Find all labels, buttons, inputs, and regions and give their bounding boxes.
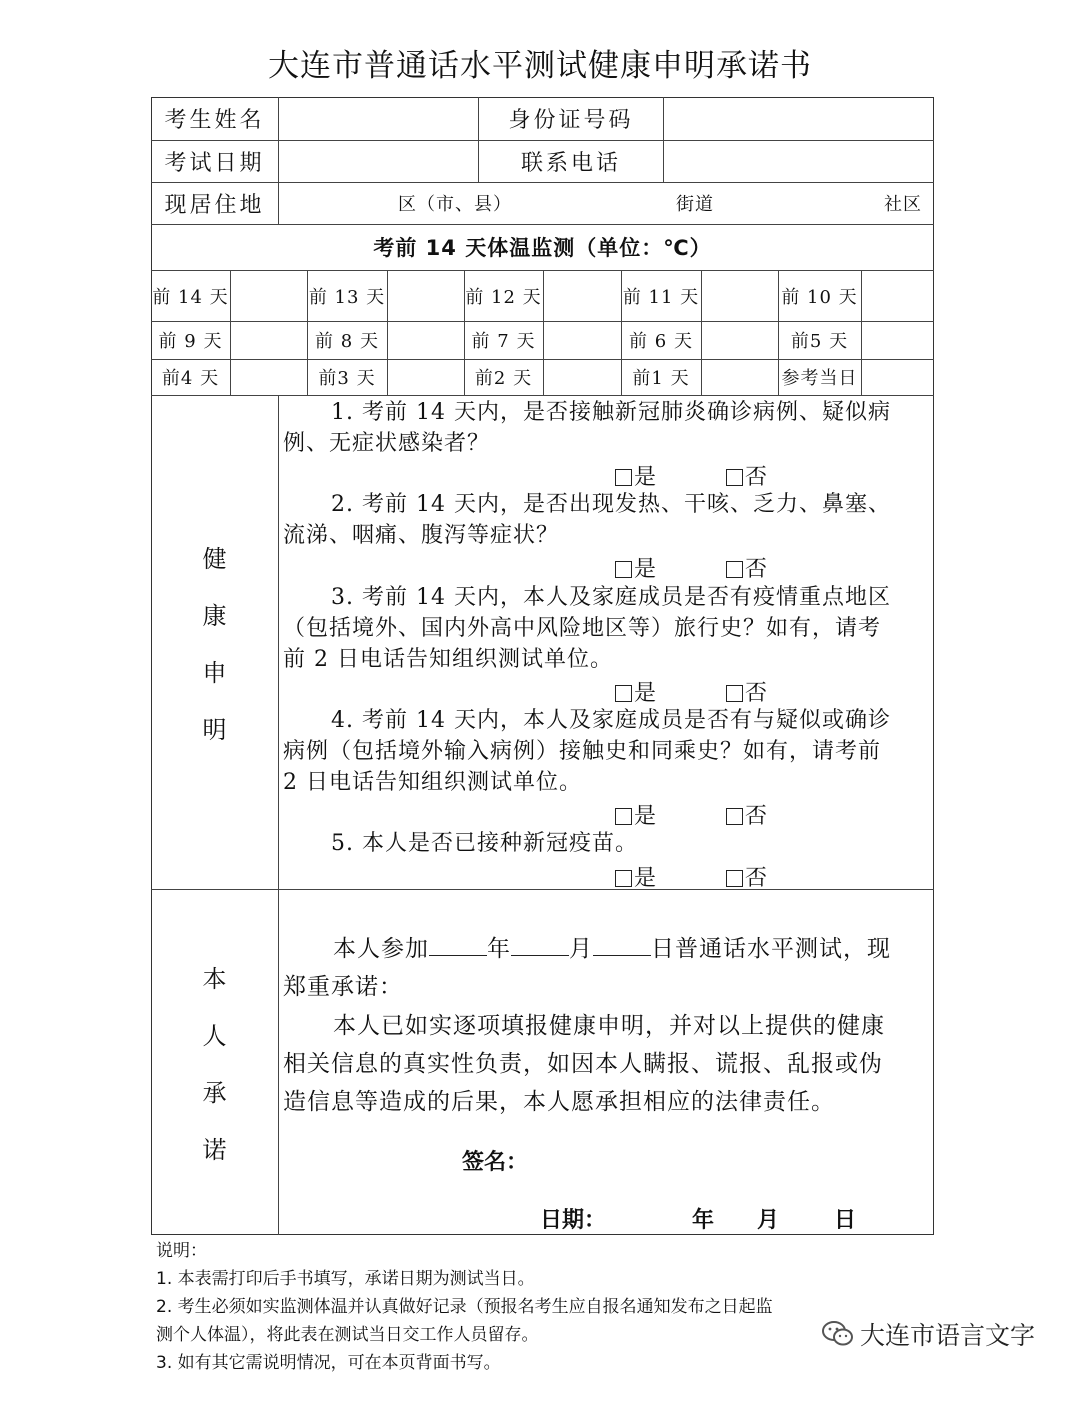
q5-no-option[interactable]: 否 [726,861,767,892]
rule [701,270,702,395]
question-text: 2. 考前 14 天内，是否出现发热、干咳、乏力、鼻塞、 [331,492,891,517]
q4-no-option[interactable]: 否 [726,799,767,830]
signature-year-label: 年 [692,1208,715,1233]
rule [861,270,862,395]
temp-label-11: 前 11 天 [622,286,700,308]
checkbox-icon[interactable] [726,870,743,887]
watermark-text: 大连市语言文字 [860,1321,1036,1350]
note-item: 1. 本表需打印后手书填写，承诺日期为测试当日。 [156,1269,535,1289]
pledge-text: 郑重承诺： [283,974,403,1000]
temperature-heading: 考前 14 天体温监测（单位：℃） [373,236,712,260]
q1-yes-option[interactable]: 是 [615,460,656,491]
signature-month-label: 月 [757,1208,780,1233]
checkbox-icon[interactable] [726,469,743,486]
checkbox-icon[interactable] [726,561,743,578]
q1-no-option[interactable]: 否 [726,460,767,491]
signature-day-label: 日 [834,1208,857,1233]
checkbox-icon[interactable] [726,808,743,825]
q5-yes-option[interactable]: 是 [615,861,656,892]
page-title: 大连市普通话水平测试健康申明承诺书 [268,48,812,84]
notes [156,1237,956,1377]
year-blank[interactable] [429,933,487,956]
question-4 [283,705,931,798]
question-text: 4. 考前 14 天内，本人及家庭成员是否有与疑似或确诊 [331,708,891,733]
rule [543,270,544,395]
health-declaration-label [151,395,278,889]
temp-label-1: 前1 天 [632,368,690,389]
temp-label-13: 前 13 天 [308,286,386,308]
pledge-text: 造信息等造成的后果，本人愿承担相应的法律责任。 [283,1089,835,1115]
exam-date-field[interactable] [279,141,477,181]
temp-label-9: 前 9 天 [158,331,223,352]
temp-label-14: 前 14 天 [152,286,229,308]
rule [387,270,388,395]
q3-yes-option[interactable]: 是 [615,676,656,707]
q3-no-option[interactable]: 否 [726,676,767,707]
checkbox-icon[interactable] [615,685,632,702]
question-text: 前 2 日电话告知组织测试单位。 [283,647,613,672]
phone-field[interactable] [664,141,932,181]
notes-heading: 说明： [156,1241,207,1261]
question-text: 病例（包括境外输入病例）接触史和同乘史？如有，请考前 [283,739,882,764]
exam-date-label: 考试日期 [164,150,265,176]
street-label: 街道 [676,194,714,215]
health-label-char: 健 [202,545,227,573]
temp-label-3: 前3 天 [318,368,376,389]
checkbox-icon[interactable] [615,808,632,825]
temp-label-7: 前 7 天 [471,331,536,352]
temp-label-10: 前 10 天 [781,286,858,308]
note-item: 测个人体温），将此表在测试当日交工作人员留存。 [156,1325,539,1345]
id-number-label: 身份证号码 [508,108,634,133]
pledge-paragraph-2 [283,1007,931,1121]
id-number-field[interactable] [664,98,932,139]
question-text: 1. 考前 14 天内，是否接触新冠肺炎确诊病例、疑似病 [331,400,891,425]
question-1 [283,397,931,459]
month-blank[interactable] [511,933,569,956]
phone-label: 联系电话 [520,150,621,176]
pledge-paragraph-1: 本人参加 年 月 日普通话水平测试，现 郑重承诺： [283,930,931,1006]
question-text: （包括境外、国内外高中风险地区等）旅行史？如有，请考 [283,616,882,641]
pledge-label-char: 诺 [202,1136,227,1164]
rule [230,270,231,395]
temp-label-5: 前5 天 [790,331,849,352]
question-text: 2 日电话告知组织测试单位。 [283,770,582,795]
question-2 [283,489,931,551]
signature-date-label: 日期： [540,1208,607,1233]
wechat-icon [822,1320,854,1348]
checkbox-icon[interactable] [615,561,632,578]
name-label: 考生姓名 [164,108,265,133]
health-label-char: 康 [202,602,227,630]
q2-no-option[interactable]: 否 [726,552,767,583]
health-label-char: 申 [202,659,227,687]
question-text: 流涕、咽痛、腹泻等症状？ [283,523,560,548]
pledge-text: 本人已如实逐项填报健康申明，并对以上提供的健康 [333,1013,885,1039]
watermark [822,1316,1035,1352]
question-5 [283,828,931,859]
pledge-label [151,889,278,1235]
pledge-label-char: 本 [202,965,227,993]
question-text: 5. 本人是否已接种新冠疫苗。 [331,831,638,856]
name-field[interactable] [279,98,477,139]
question-text: 例、无症状感染者？ [283,431,491,456]
health-label-char: 明 [202,716,227,744]
checkbox-icon[interactable] [726,685,743,702]
checkbox-icon[interactable] [615,870,632,887]
temp-label-12: 前 12 天 [465,286,542,308]
pledge-text: 相关信息的真实性负责，如因本人瞒报、谎报、乱报或伪 [283,1051,883,1077]
q2-yes-option[interactable]: 是 [615,552,656,583]
temp-label-2: 前2 天 [474,368,533,389]
community-label: 社区 [884,194,922,215]
district-label: 区（市、县） [398,194,512,215]
rule [278,395,279,1235]
temp-label-4: 前4 天 [161,368,220,389]
pledge-label-char: 承 [202,1079,227,1107]
checkbox-icon[interactable] [615,469,632,486]
note-item: 2. 考生必须如实监测体温并认真做好记录（预报名考生应自报名通知发布之日起监 [156,1297,773,1317]
note-item: 3. 如有其它需说明情况，可在本页背面书写。 [156,1353,501,1373]
address-label: 现居住地 [164,192,265,218]
pledge-label-char: 人 [202,1022,227,1050]
temp-label-8: 前 8 天 [315,331,379,352]
question-text: 3. 考前 14 天内，本人及家庭成员是否有疫情重点地区 [331,585,891,610]
temp-label-today: 参考当日 [781,368,858,389]
q4-yes-option[interactable]: 是 [615,799,656,830]
temp-label-6: 前 6 天 [629,331,693,352]
day-blank[interactable] [593,933,651,956]
question-3 [283,582,931,675]
signature-label: 签名： [462,1150,529,1175]
